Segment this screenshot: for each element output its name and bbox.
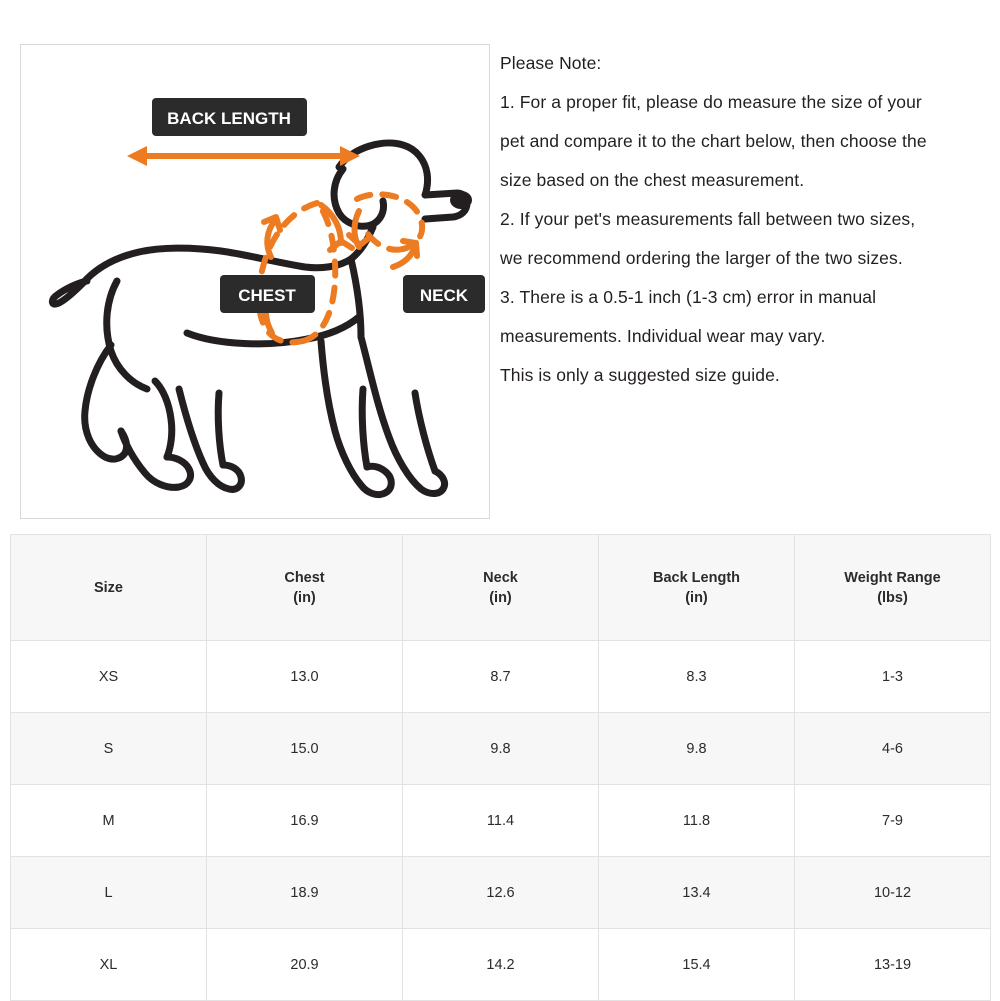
table-header-row [11, 535, 991, 641]
notes-line: 1. For a proper fit, please do measure the size of your [500, 92, 922, 112]
table-row [11, 785, 991, 857]
cell-chest: 20.9 [207, 929, 403, 1001]
column-header-chest-name: Chest [284, 569, 325, 586]
cell-neck: 12.6 [403, 857, 599, 929]
cell-neck: 14.2 [403, 929, 599, 1001]
cell-weight-range: 13-19 [795, 929, 991, 1001]
table-row [11, 641, 991, 713]
neck-chip-label: NECK [419, 286, 469, 305]
cell-size: M [11, 785, 207, 857]
back-length-chip-label: BACK LENGTH [167, 109, 291, 128]
cell-weight-range: 4-6 [795, 713, 991, 785]
cell-size: L [11, 857, 207, 929]
measurement-diagram [20, 44, 490, 519]
column-header-chest-unit: (in) [293, 589, 316, 606]
column-header-size-name: Size [93, 579, 123, 596]
column-header-size [11, 535, 207, 641]
table-header [11, 535, 991, 641]
notes-line: 2. If your pet's measurements fall between two sizes, [500, 209, 916, 229]
cell-chest: 18.9 [207, 857, 403, 929]
dog-measurement-illustration [21, 45, 489, 518]
cell-back-length: 11.8 [599, 785, 795, 857]
size-chart-table [10, 534, 991, 1001]
notes-line: we recommend ordering the larger of the two sizes. [500, 248, 903, 268]
cell-back-length: 15.4 [599, 929, 795, 1001]
cell-size: S [11, 713, 207, 785]
cell-weight-range: 7-9 [795, 785, 991, 857]
cell-back-length: 13.4 [599, 857, 795, 929]
column-header-back-length-unit: (in) [685, 589, 708, 606]
notes-line: This is only a suggested size guide. [500, 365, 780, 385]
cell-neck: 8.7 [403, 641, 599, 713]
table-row [11, 857, 991, 929]
table-row [11, 929, 991, 1001]
neck-chip [403, 275, 485, 313]
column-header-weight-range-name: Weight Range [844, 569, 941, 586]
cell-back-length: 9.8 [599, 713, 795, 785]
column-header-neck-unit: (in) [489, 589, 512, 606]
cell-chest: 13.0 [207, 641, 403, 713]
column-header-neck-name: Neck [483, 569, 518, 586]
column-header-weight-range [795, 535, 991, 641]
cell-chest: 15.0 [207, 713, 403, 785]
chest-chip-label: CHEST [238, 286, 296, 305]
notes-line: size based on the chest measurement. [500, 170, 805, 190]
column-header-back-length-name: Back Length [652, 569, 740, 586]
notes-block [500, 44, 1000, 395]
column-header-back-length [599, 535, 795, 641]
cell-back-length: 8.3 [599, 641, 795, 713]
cell-neck: 11.4 [403, 785, 599, 857]
notes-heading: Please Note: [500, 53, 602, 73]
cell-size: XS [11, 641, 207, 713]
cell-chest: 16.9 [207, 785, 403, 857]
column-header-chest [207, 535, 403, 641]
column-header-weight-range-unit: (lbs) [877, 589, 908, 606]
table-row [11, 713, 991, 785]
notes-line: 3. There is a 0.5-1 inch (1-3 cm) error in manual [500, 287, 877, 307]
cell-size: XL [11, 929, 207, 1001]
table-body [11, 641, 991, 1001]
back-length-arrow-icon [127, 146, 360, 166]
cell-neck: 9.8 [403, 713, 599, 785]
back-length-chip [152, 98, 307, 136]
column-header-neck [403, 535, 599, 641]
notes-line: pet and compare it to the chart below, then choose the [500, 131, 927, 151]
chest-chip [220, 275, 315, 313]
cell-weight-range: 1-3 [795, 641, 991, 713]
notes-line: measurements. Individual wear may vary. [500, 326, 826, 346]
cell-weight-range: 10-12 [795, 857, 991, 929]
